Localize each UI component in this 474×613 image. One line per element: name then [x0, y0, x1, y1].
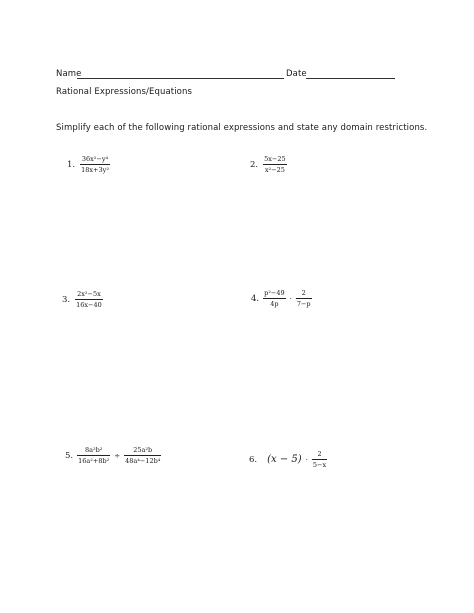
instructions: Simplify each of the following rational expressions and state any domain restrictions. [56, 123, 428, 133]
denominator: 5−x [312, 460, 327, 469]
fraction [312, 451, 327, 468]
denominator: x²−25 [264, 165, 285, 174]
name-field-line[interactable] [77, 78, 284, 79]
problem-number: 5. [65, 450, 74, 461]
problem-number: 4. [251, 293, 260, 304]
fraction-1 [263, 290, 285, 307]
problem-1 [67, 156, 110, 173]
problem-5 [65, 447, 161, 464]
problem-number: 2. [250, 159, 259, 170]
fraction [75, 291, 103, 308]
multiply-operator: · [305, 455, 308, 464]
binomial-factor: (x − 5) [267, 454, 302, 465]
problem-4 [251, 290, 312, 307]
denominator: 7−p [296, 299, 311, 308]
problem-3 [62, 291, 103, 308]
date-label: Date [286, 69, 307, 79]
worksheet-topic: Rational Expressions/Equations [56, 87, 192, 97]
numerator: 8a²b² [84, 446, 103, 454]
denominator: 4p [270, 299, 279, 308]
problem-6 [249, 451, 327, 468]
fraction [80, 156, 110, 173]
denominator: 16a²+8b² [78, 456, 110, 465]
name-label: Name [56, 69, 82, 79]
fraction [263, 156, 287, 173]
problem-number: 1. [67, 159, 76, 170]
denominator: 16x−40 [76, 300, 102, 309]
problem-number: 6. [249, 454, 258, 465]
divide-operator: ÷ [114, 451, 121, 460]
numerator: 2 [301, 289, 306, 297]
numerator: p²−49 [264, 289, 285, 297]
fraction-2 [124, 447, 161, 464]
numerator: 36x²−y⁴ [81, 155, 109, 163]
problem-number: 3. [62, 294, 71, 305]
numerator: 25a²b [133, 446, 153, 454]
problem-2 [250, 156, 287, 173]
multiply-operator: · [289, 294, 292, 303]
numerator: 2x²−5x [77, 290, 101, 298]
fraction-2 [296, 290, 312, 307]
denominator: 48a⁴−12b⁴ [125, 456, 161, 465]
denominator: 18x+3y² [81, 165, 109, 174]
date-field-line[interactable] [306, 78, 395, 79]
numerator: 2 [317, 450, 322, 458]
fraction-1 [77, 447, 110, 464]
numerator: 5x−25 [264, 155, 286, 163]
